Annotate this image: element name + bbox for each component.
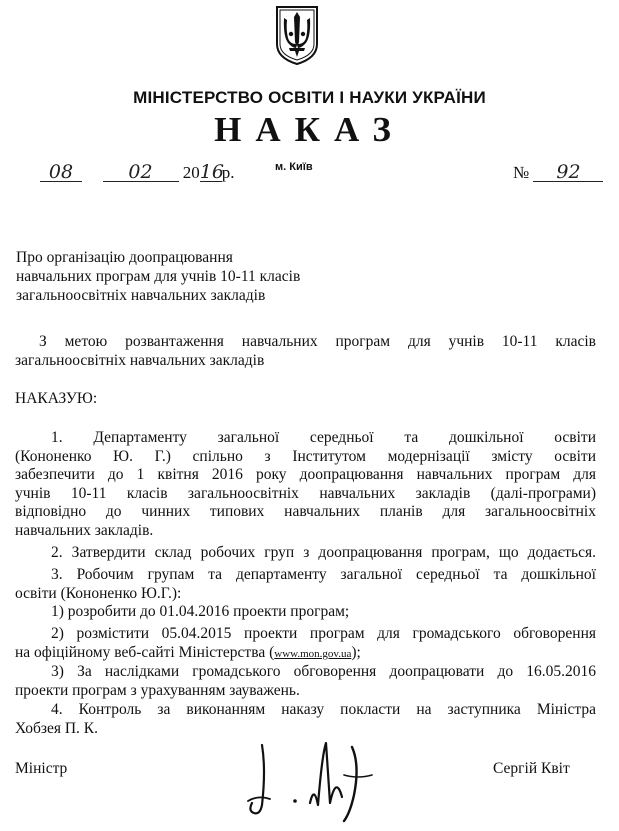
preamble — [15, 333, 596, 370]
date-month: 02 — [103, 163, 179, 182]
order-item-2 — [15, 544, 596, 563]
item-line: проекти програм з урахуванням зауважень. — [15, 681, 300, 699]
order-item-3-3 — [15, 663, 596, 700]
subject-line: Про організацію доопрацювання — [16, 249, 233, 266]
document-number — [513, 163, 603, 183]
city-label: м. Київ — [275, 161, 313, 173]
order-item-3-2 — [15, 625, 596, 663]
ministry-website-link[interactable]: www.mon.gov.ua — [274, 647, 352, 660]
item-line: 4. Контроль за виконанням наказу покласти на заступника Міністра — [51, 701, 596, 718]
item-line: 3) За наслідками громадського обговорення доопрацювати до 16.05.2016 — [51, 663, 596, 680]
item-line: освіти (Кононенко Ю.Г.): — [15, 584, 182, 602]
item-line: 2. Затвердити склад робочих груп з доопрацювання програм, що додається. — [51, 544, 596, 561]
date-day: 08 — [40, 163, 82, 182]
date-year: 16 — [199, 161, 224, 183]
document-subject — [16, 248, 300, 305]
preamble-line: З метою розвантаження навчальних програм для учнів 10-11 класів — [39, 333, 596, 350]
preamble-line: загальноосвітніх навчальних закладів — [15, 351, 265, 369]
item-line: Хобзея П. К. — [15, 719, 99, 737]
item-line: відповідно до чинних типових навчальних планів для загальноосвітніх — [15, 503, 596, 521]
number-value: 92 — [533, 163, 603, 182]
document-date — [40, 163, 235, 183]
item-line — [15, 644, 596, 664]
item-line: 2) розмістити 05.04.2015 проекти програм для громадського обговорення — [51, 625, 596, 642]
document-type-title: НАКАЗ — [214, 110, 405, 149]
item-text: на офіційному веб-сайті Міністерства ( — [15, 643, 275, 661]
item-line: учнів 10-11 класів загальноосвітніх навчальних закладів (далі-програми) — [15, 484, 596, 502]
handwritten-signature — [240, 735, 390, 825]
item-line: навчальних закладів. — [15, 521, 154, 539]
number-label: № — [513, 163, 530, 182]
ministry-name: МІНІСТЕРСТВО ОСВІТИ І НАУКИ УКРАЇНИ — [133, 88, 486, 107]
subject-line: навчальних програм для учнів 10-11 класів — [16, 268, 301, 285]
item-line: забезпечити до 1 квітня 2016 року доопрацювання навчальних програм для — [15, 466, 596, 484]
item-line: 3. Робочим групам та департаменту загальної середньої та дошкільної — [51, 566, 596, 583]
date-suffix: р. — [221, 163, 235, 182]
order-item-4 — [15, 701, 596, 738]
date-year-prefix: 20 — [182, 163, 200, 182]
signatory-title: Міністр — [15, 760, 68, 777]
item-line: 1) розробити до 01.04.2016 проекти програм; — [51, 603, 350, 620]
order-word: НАКАЗУЮ: — [15, 390, 98, 407]
order-item-3-1 — [15, 603, 596, 622]
item-text: ); — [351, 643, 361, 661]
item-line: 1. Департаменту загальної середньої та дошкільної освіти — [51, 429, 596, 446]
subject-line: загальноосвітніх навчальних закладів — [16, 287, 266, 304]
signatory-name: Сергій Квіт — [493, 760, 570, 777]
order-item-1 — [15, 429, 596, 541]
order-item-3 — [15, 566, 596, 603]
item-line: (Кононенко Ю. Г.) спільно з Інститутом модернізації змісту освіти — [15, 447, 596, 465]
coat-of-arms-icon — [274, 4, 320, 66]
